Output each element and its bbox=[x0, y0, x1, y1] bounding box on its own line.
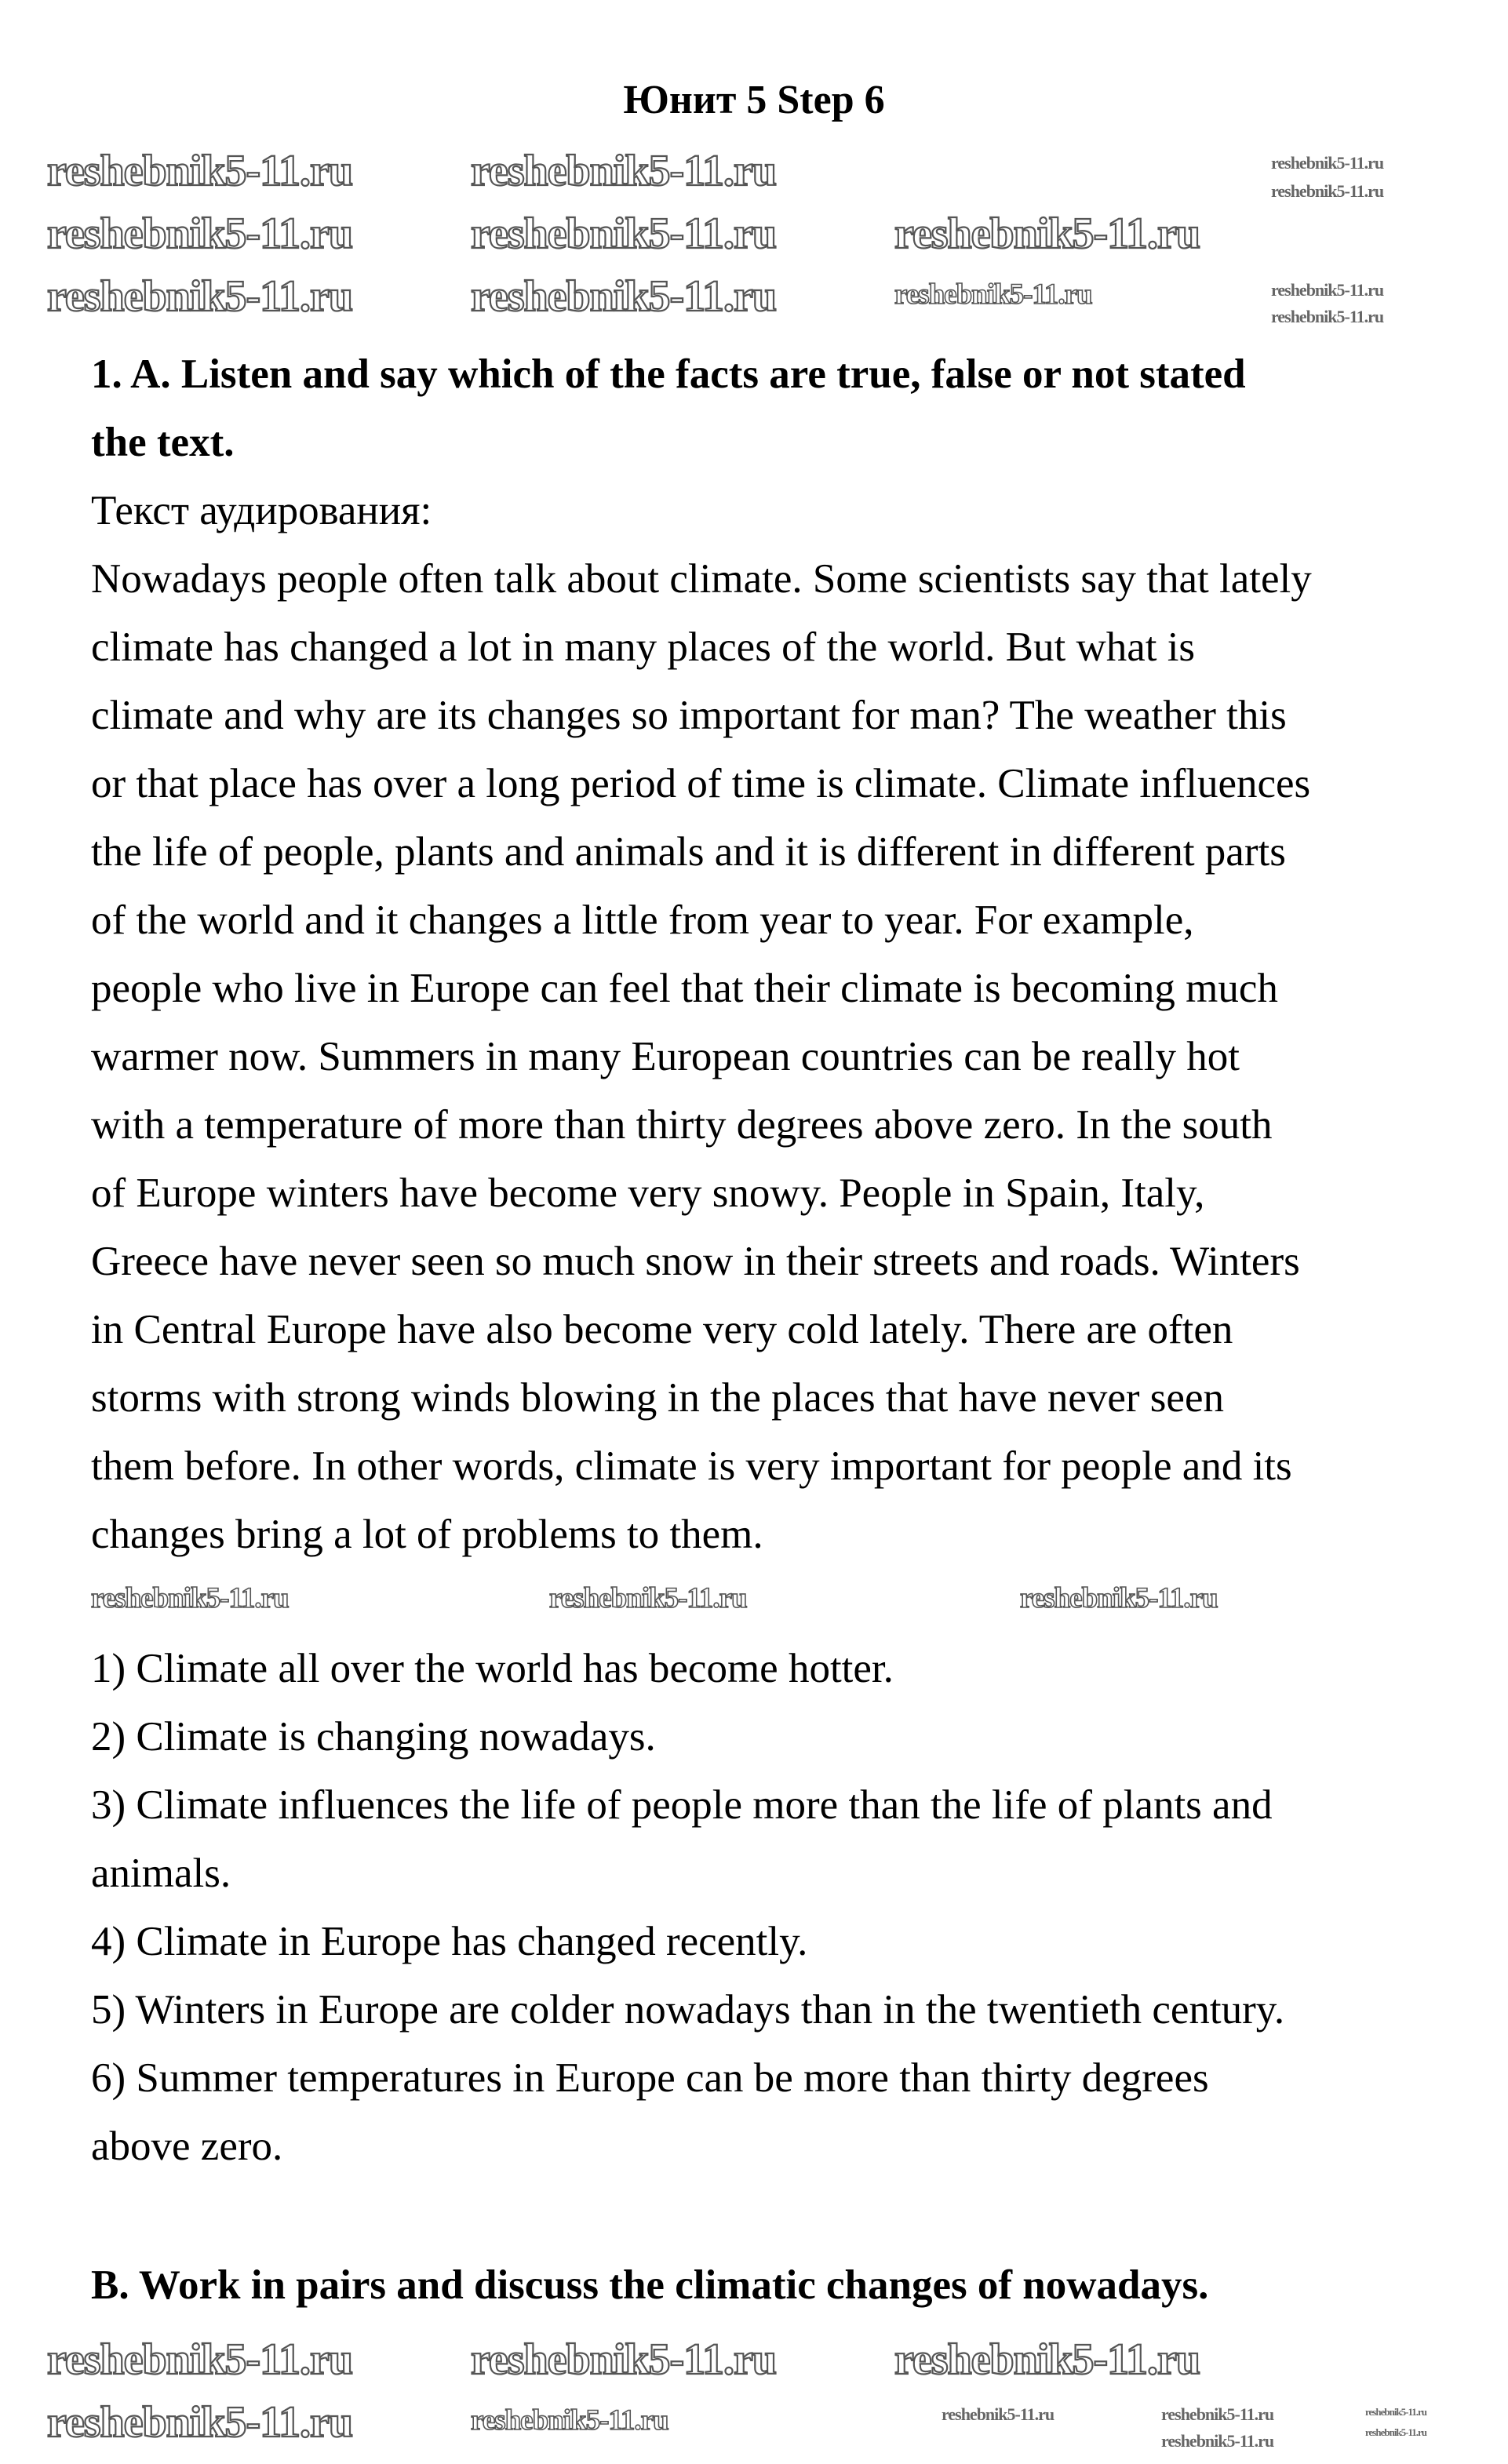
statement-item: 4) Climate in Europe has changed recently. bbox=[91, 1919, 808, 1964]
text-line: Nowadays people often talk about climate. Some scientists say that lately bbox=[91, 556, 1312, 602]
listening-label: Текст аудирования: bbox=[91, 488, 432, 533]
statement-item: animals. bbox=[91, 1851, 231, 1896]
text-line: of Europe winters have become very snowy. People in Spain, Italy, bbox=[91, 1170, 1205, 1216]
statement-item: 2) Climate is changing nowadays. bbox=[91, 1714, 656, 1760]
watermark: reshebnik5-11.ru bbox=[894, 278, 1092, 311]
statement-item: 1) Climate all over the world has become hotter. bbox=[91, 1646, 894, 1691]
watermark: reshebnik5-11.ru bbox=[1271, 181, 1384, 201]
watermark: reshebnik5-11.ru bbox=[91, 1582, 289, 1614]
text-line: climate and why are its changes so important for man? The weather this bbox=[91, 693, 1287, 738]
watermark: reshebnik5-11.ru bbox=[1271, 153, 1384, 173]
text-line: warmer now. Summers in many European countries can be really hot bbox=[91, 1034, 1240, 1079]
statement-item: 6) Summer temperatures in Europe can be more than thirty degrees bbox=[91, 2055, 1209, 2101]
text-line: climate has changed a lot in many places of the world. But what is bbox=[91, 624, 1196, 670]
watermark: reshebnik5-11.ru bbox=[1365, 2406, 1427, 2418]
watermark: reshebnik5-11.ru bbox=[471, 2335, 777, 2384]
watermark: reshebnik5-11.ru bbox=[549, 1582, 747, 1614]
watermark: reshebnik5-11.ru bbox=[1271, 280, 1384, 300]
statements-list bbox=[91, 1635, 1441, 2181]
watermark: reshebnik5-11.ru bbox=[1161, 2431, 1274, 2451]
page-title: Юнит 5 Step 6 bbox=[623, 78, 885, 122]
watermark: reshebnik5-11.ru bbox=[471, 2404, 668, 2437]
task-heading-line: 1. A. Listen and say which of the facts are true, false or not stated bbox=[91, 351, 1246, 397]
exercise-1a bbox=[91, 340, 1441, 1569]
watermark: reshebnik5-11.ru bbox=[1161, 2404, 1274, 2424]
text-line: of the world and it changes a little from year to year. For example, bbox=[91, 897, 1194, 943]
task-heading-line: the text. bbox=[91, 420, 235, 465]
statement-item: 3) Climate influences the life of people more than the life of plants and bbox=[91, 1782, 1273, 1828]
task-b-heading: B. Work in pairs and discuss the climatic changes of nowadays. bbox=[91, 2262, 1209, 2308]
watermark: reshebnik5-11.ru bbox=[1271, 307, 1384, 326]
statement-item: 5) Winters in Europe are colder nowadays than in the twentieth century. bbox=[91, 1987, 1285, 2033]
text-line: or that place has over a long period of time is climate. Climate influences bbox=[91, 761, 1311, 806]
text-line: storms with strong winds blowing in the places that have never seen bbox=[91, 1375, 1224, 1421]
watermark: reshebnik5-11.ru bbox=[1020, 1582, 1218, 1614]
text-line: with a temperature of more than thirty degrees above zero. In the south bbox=[91, 1102, 1273, 1148]
text-line: the life of people, plants and animals and it is different in different parts bbox=[91, 829, 1286, 875]
watermark: reshebnik5-11.ru bbox=[471, 147, 777, 195]
watermark: reshebnik5-11.ru bbox=[471, 209, 777, 258]
watermark: reshebnik5-11.ru bbox=[894, 209, 1200, 258]
statement-item: above zero. bbox=[91, 2124, 283, 2169]
text-line: them before. In other words, climate is very important for people and its bbox=[91, 1443, 1292, 1489]
listening-text bbox=[91, 545, 1441, 1569]
watermark: reshebnik5-11.ru bbox=[47, 272, 353, 321]
watermark: reshebnik5-11.ru bbox=[471, 272, 777, 321]
watermark: reshebnik5-11.ru bbox=[1365, 2426, 1427, 2438]
text-line: Greece have never seen so much snow in their streets and roads. Winters bbox=[91, 1239, 1300, 1284]
watermark: reshebnik5-11.ru bbox=[47, 209, 353, 258]
watermark: reshebnik5-11.ru bbox=[942, 2404, 1055, 2424]
watermark: reshebnik5-11.ru bbox=[47, 2335, 353, 2384]
watermark: reshebnik5-11.ru bbox=[47, 147, 353, 195]
text-line: changes bring a lot of problems to them. bbox=[91, 1512, 763, 1557]
text-line: in Central Europe have also become very cold lately. There are often bbox=[91, 1307, 1233, 1352]
text-line: people who live in Europe can feel that their climate is becoming much bbox=[91, 966, 1278, 1011]
watermark: reshebnik5-11.ru bbox=[894, 2335, 1200, 2384]
watermark: reshebnik5-11.ru bbox=[47, 2398, 353, 2447]
